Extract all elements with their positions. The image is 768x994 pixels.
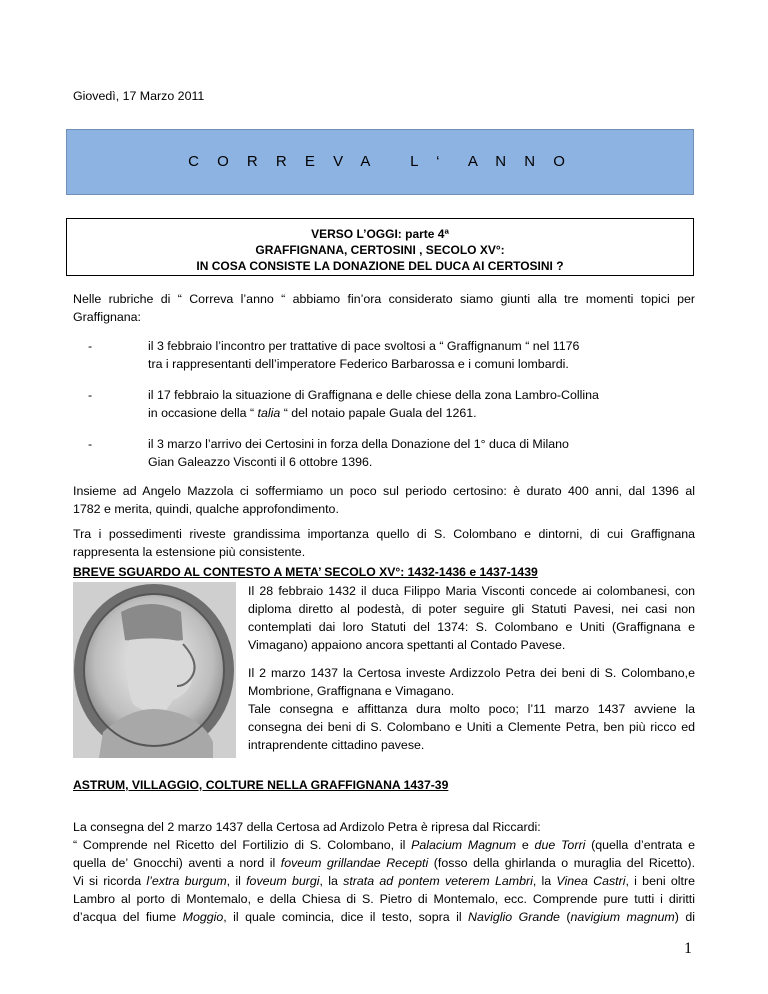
text-line: tra i rappresentanti dell’imperatore Federico Barbarossa e i comuni lombardi. [148, 357, 569, 371]
text-line: La consegna del 2 marzo 1437 della Certosa ad Ardizolo Petra è ripresa dal Riccardi: [73, 820, 541, 834]
italic-term: due Torri [534, 838, 586, 852]
text-line: Insieme ad Angelo Mazzola ci soffermiamo un poco sul periodo certosino: è durato 400 anni, dal 1396 al [73, 484, 695, 498]
text-line: il 3 marzo l’arrivo dei Certosini in forza della Donazione del 1° duca di Milano [148, 437, 569, 451]
page-number: 1 [684, 940, 692, 957]
italic-term: talia [257, 406, 281, 420]
text-line: il 3 febbraio l’incontro per trattative di pace svoltosi a “ Graffignanum “ nel 1176 [148, 339, 580, 353]
text-span: ( [559, 910, 571, 924]
side-paragraph-2 [248, 664, 695, 754]
text-span: e [516, 838, 535, 852]
text-span: , il quale comincia, dice il testo, sopra il [223, 910, 469, 924]
subtitle-line-3: IN COSA CONSISTE LA DONAZIONE DEL DUCA AI CERTOSINI ? [196, 259, 564, 273]
italic-term: Moggio [182, 910, 224, 924]
text-span: , la [532, 874, 557, 888]
bullet-item-1 [148, 337, 708, 373]
text-span: , i beni oltre [625, 874, 695, 888]
text-line: consegna dei beni di S. Colombano e Uniti a Clemente Petra, ben più ricco ed [248, 720, 695, 734]
bullet-dash: - [88, 339, 93, 353]
italic-term: foveum burgi [246, 874, 320, 888]
text-span: “ del notaio papale Guala del 1261. [280, 406, 477, 420]
text-line: Il 2 marzo 1437 la Certosa investe Ardizzolo Petra dei beni di S. Colombano,e [248, 666, 695, 680]
text-line: il 17 febbraio la situazione di Graffignana e delle chiese della zona Lambro-Collina [148, 388, 599, 402]
text-span: Vi si ricorda [73, 874, 147, 888]
paragraph-4 [73, 818, 695, 926]
subtitle-line-1: VERSO L’OGGI: parte 4ª [311, 227, 449, 241]
text-line [148, 404, 708, 422]
text-line [73, 854, 695, 872]
text-line: Graffignana: [73, 310, 141, 324]
italic-term: navigium magnum [570, 910, 675, 924]
text-line [73, 908, 695, 926]
text-line: contemplati dai loro Statuti del 1374: S. Colombano e Uniti (Graffignana e [248, 620, 695, 634]
text-span: in occasione della “ [148, 406, 258, 420]
italic-term: Palacium Magnum [411, 838, 517, 852]
text-span: (fosso della ghirlanda o muraglia del Ricetto). [428, 856, 696, 870]
text-span: ) di [674, 910, 695, 924]
text-line: Il 28 febbraio 1432 il duca Filippo Maria Visconti concede ai colombanesi, con [248, 584, 695, 598]
text-line: Tale consegna e affittanza dura molto poco; l’11 marzo 1437 avviene la [248, 702, 695, 716]
paragraph-2 [73, 482, 695, 518]
text-span: (quella d’entrata e [585, 838, 695, 852]
paragraph-3 [73, 525, 695, 561]
text-line: Vimagano) appaiono ancora spettanti al Contado Pavese. [248, 638, 566, 652]
italic-term: l’extra burgum [146, 874, 227, 888]
text-span: , la [319, 874, 344, 888]
banner-title: C O R R E V A L ‘ A N N O [188, 153, 572, 170]
text-line [73, 836, 695, 854]
text-line: Tra i possedimenti riveste grandissima importanza quello di S. Colombano e dintorni, di cui Graffignana [73, 527, 695, 541]
text-line: Lambro al porto di Montemalo, e della Chiesa di S. Pietro di Montemalo, ecc. Comprende pure tutti i diritti [73, 892, 695, 906]
text-line: rappresenta la estensione più consistente. [73, 545, 306, 559]
text-line: Gian Galeazzo Visconti il 6 ottobre 1396. [148, 455, 373, 469]
bullet-item-3 [148, 435, 708, 471]
medallion-drawing [73, 582, 236, 758]
side-paragraph-1 [248, 582, 695, 654]
text-span: d’acqua del fiume [73, 910, 183, 924]
text-span: , il [226, 874, 247, 888]
subtitle-line-2: GRAFFIGNANA, CERTOSINI , SECOLO XV°: [255, 243, 505, 257]
intro-paragraph [73, 290, 695, 326]
text-span: quella de’ Gnocchi) aventi a nord il [73, 856, 281, 870]
section-heading-1: BREVE SGUARDO AL CONTESTO A META’ SECOLO XV°: 1432-1436 e 1437-1439 [73, 565, 538, 579]
document-date: Giovedì, 17 Marzo 2011 [73, 89, 205, 103]
text-line [73, 872, 695, 890]
bullet-dash: - [88, 437, 93, 451]
bullet-item-2 [148, 386, 708, 422]
text-span: “ Comprende nel Ricetto del Fortilizio di S. Colombano, il [73, 838, 412, 852]
italic-term: Naviglio Grande [468, 910, 560, 924]
text-line: intraprendente cittadino pavese. [248, 738, 425, 752]
text-line: Nelle rubriche di “ Correva l’anno “ abbiamo fin’ora considerato siamo giunti alla tre momenti topici per [73, 292, 695, 306]
bullet-dash: - [88, 388, 93, 402]
italic-term: foveum grillandae Recepti [280, 856, 429, 870]
section-heading-2: ASTRUM, VILLAGGIO, COLTURE NELLA GRAFFIGNANA 1437-39 [73, 778, 449, 792]
italic-term: strata ad pontem veterem Lambri [343, 874, 533, 888]
text-line: 1782 e merita, quindi, qualche approfondimento. [73, 502, 339, 516]
portrait-medallion-image [73, 582, 236, 758]
text-line: Mombrione, Graffignana e Vimagano. [248, 684, 455, 698]
text-line: diploma diretto al podestà, di poter seguire gli Statuti Pavesi, nei casi non [248, 602, 695, 616]
title-banner [66, 129, 694, 195]
subtitle-box [66, 218, 694, 276]
italic-term: Vinea Castri [556, 874, 626, 888]
